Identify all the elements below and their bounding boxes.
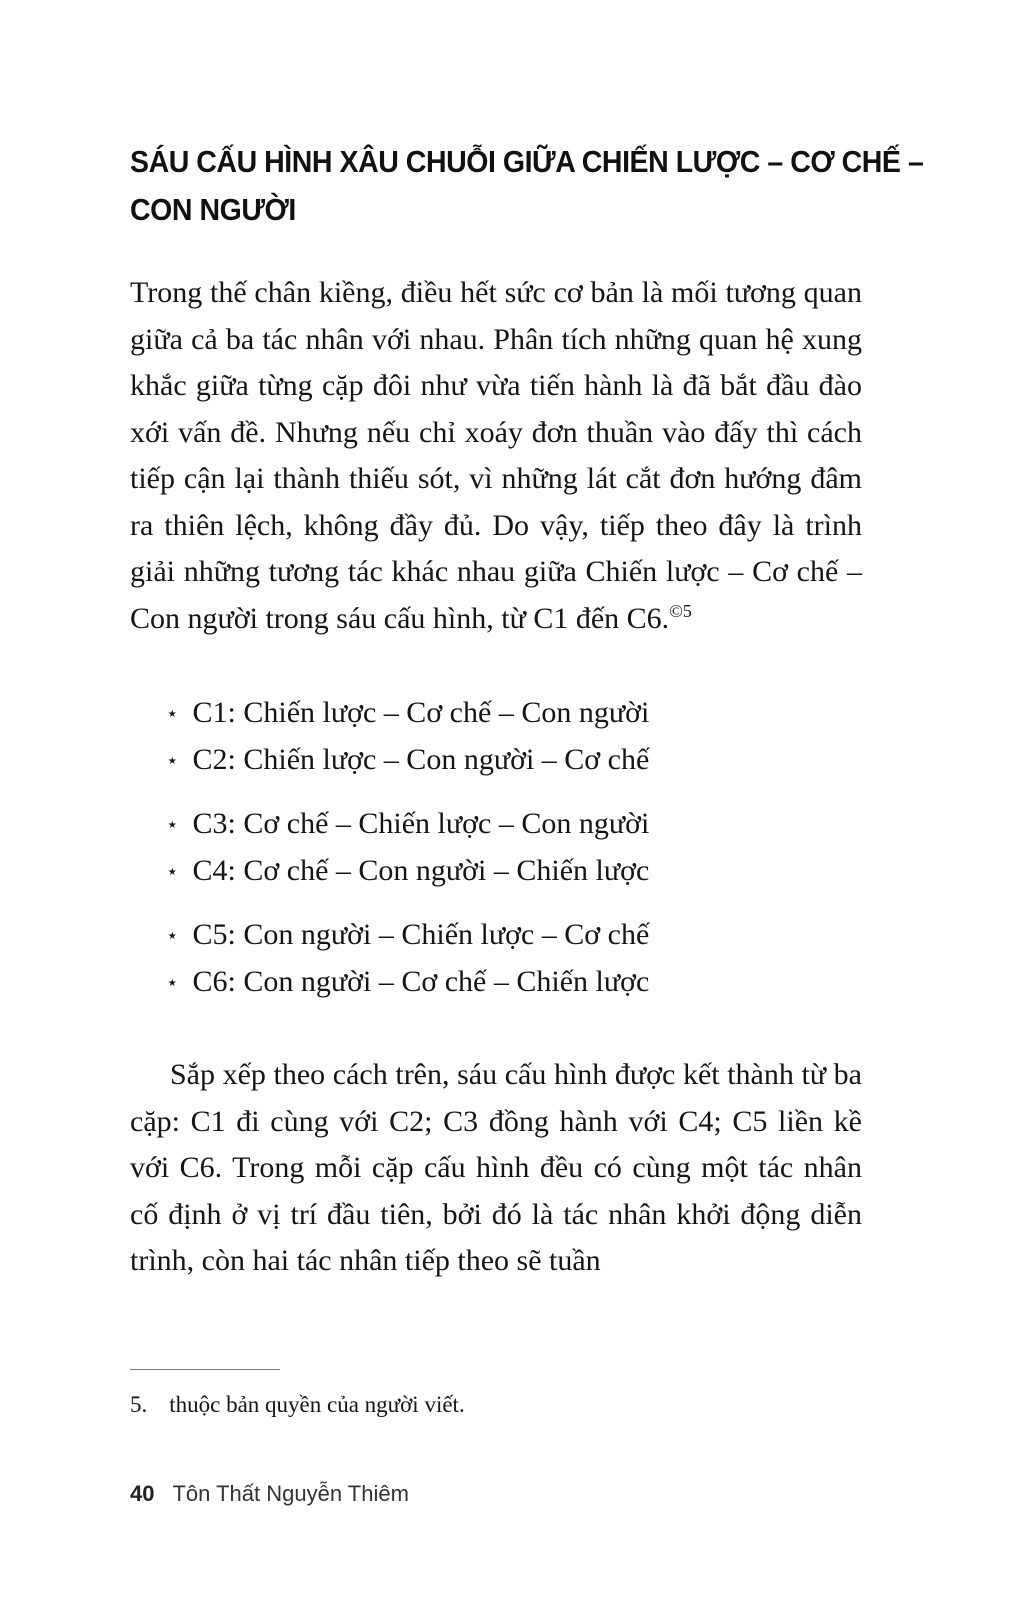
footnote-marker: ©5	[669, 600, 692, 621]
list-item	[166, 690, 862, 737]
list-item	[166, 848, 862, 895]
config-pair-2	[166, 801, 862, 895]
footnote-divider	[130, 1369, 280, 1370]
list-item	[166, 912, 862, 959]
paragraph-1	[130, 270, 862, 642]
star-bullet-icon: ⋆	[166, 750, 179, 772]
footnote-block	[130, 1369, 862, 1420]
config-c1: C1: Chiến lược – Cơ chế – Con người	[192, 696, 650, 729]
page-number: 40	[130, 1481, 155, 1506]
page-footer	[130, 1481, 409, 1507]
config-pair-3	[166, 912, 862, 1006]
list-item	[166, 801, 862, 848]
paragraph-1-text: Trong thế chân kiềng, điều hết sức cơ bản là mối tương quan giữa cả ba tác nhân với nhau. Phân tích những quan hệ xung khắc giữa từng cặp đôi như vừa tiến hành là đã bắt đầu đào xới vấn đề. Nhưng nếu chỉ xoáy đơn thuần vào đấy thì cách tiếp cận lại thành thiếu sót, vì những lát cắt đơn hướng đâm ra thiên lệch, không đầy đủ. Do vậy, tiếp theo đây là trình giải những tương tác khác nhau giữa Chiến lược – Cơ chế – Con người trong sáu cấu hình, từ C1 đến C6.	[130, 276, 862, 635]
list-item	[166, 959, 862, 1006]
footnote-number: 5.	[130, 1392, 148, 1417]
config-c5: C5: Con người – Chiến lược – Cơ chế	[192, 918, 650, 951]
star-bullet-icon: ⋆	[166, 972, 179, 994]
star-bullet-icon: ⋆	[166, 703, 179, 725]
config-c2: C2: Chiến lược – Con người – Cơ chế	[192, 743, 650, 776]
config-c6: C6: Con người – Cơ chế – Chiến lược	[192, 965, 650, 998]
config-c3: C3: Cơ chế – Chiến lược – Con người	[192, 807, 650, 840]
star-bullet-icon: ⋆	[166, 925, 179, 947]
paragraph-2: Sắp xếp theo cách trên, sáu cấu hình được kết thành từ ba cặp: C1 đi cùng với C2; C3 đồng hành với C4; C5 liền kề với C6. Trong mỗi cặp cấu hình đều có cùng một tác nhân cố định ở vị trí đầu tiên, bởi đó là tác nhân khởi động diễn trình, còn hai tác nhân tiếp theo sẽ tuần	[130, 1058, 862, 1277]
config-c4: C4: Cơ chế – Con người – Chiến lược	[192, 854, 650, 887]
heading-line-2: CON NGƯỜI	[130, 192, 296, 227]
star-bullet-icon: ⋆	[166, 861, 179, 883]
star-bullet-icon: ⋆	[166, 814, 179, 836]
footnote	[130, 1390, 862, 1420]
configuration-list	[166, 690, 862, 1006]
config-pair-1	[166, 690, 862, 784]
section-heading	[130, 138, 924, 234]
list-item	[166, 737, 862, 784]
heading-line-1: SÁU CẤU HÌNH XÂU CHUỖI GIỮA CHIẾN LƯỢC – CƠ CHẾ –	[130, 144, 924, 179]
author-name: Tôn Thất Nguyễn Thiêm	[172, 1481, 409, 1506]
footnote-text: thuộc bản quyền của người viết.	[169, 1392, 465, 1417]
